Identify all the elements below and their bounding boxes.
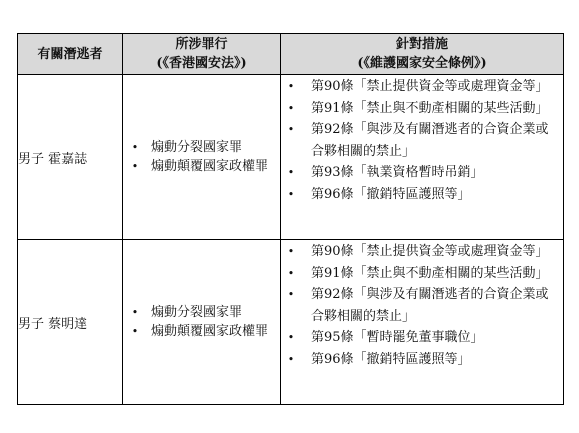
header-measures-label: 針對措施 xyxy=(395,37,448,52)
measures-list xyxy=(281,240,563,370)
offence-text: 煽動顛覆國家政權罪 xyxy=(151,159,269,174)
bullet-icon: • xyxy=(287,245,295,258)
measure-text: 第96條「撤銷特區護照等」 xyxy=(311,186,471,202)
list-item xyxy=(123,322,280,341)
list-item xyxy=(123,303,280,322)
measure-text: 第92條「與涉及有關潛逃者的合資企業或合夥相關的禁止」 xyxy=(311,122,549,159)
bullet-icon: • xyxy=(287,187,295,201)
measures-cell xyxy=(281,75,564,240)
measure-text: 第90條「禁止提供資金等或處理資金等」 xyxy=(311,244,549,259)
bullet-icon: • xyxy=(287,352,295,366)
measure-text: 第92條「與涉及有關潛逃者的合資企業或合夥相關的禁止」 xyxy=(311,287,549,324)
measure-text: 第90條「禁止提供資金等或處理資金等」 xyxy=(311,79,549,94)
list-item xyxy=(281,119,563,162)
bullet-icon: • xyxy=(287,80,295,93)
offences-cell xyxy=(123,240,281,405)
bullet-icon: • xyxy=(287,331,295,344)
offence-text: 煽動分裂國家罪 xyxy=(151,140,243,155)
table-row xyxy=(18,240,564,405)
header-offences xyxy=(123,34,281,75)
bullet-icon: • xyxy=(287,101,295,115)
measures-cell xyxy=(281,240,564,405)
measure-text: 第91條「禁止與不動產相關的某些活動」 xyxy=(311,265,549,281)
list-item xyxy=(123,157,280,176)
list-item xyxy=(123,138,280,157)
bullet-icon: • xyxy=(287,266,295,280)
measure-text: 第91條「禁止與不動產相關的某些活動」 xyxy=(311,100,549,116)
bullet-icon: • xyxy=(131,325,139,338)
offence-text: 煽動分裂國家罪 xyxy=(151,305,243,320)
list-item xyxy=(281,184,563,206)
list-item xyxy=(281,327,563,349)
bullet-icon: • xyxy=(131,306,139,319)
header-measures xyxy=(281,34,564,75)
table-row xyxy=(18,75,564,240)
header-measures-sublabel: (《維護國家安全條例》) xyxy=(357,56,487,71)
list-item xyxy=(281,349,563,371)
fugitive-name: 男子 霍嘉誌 xyxy=(18,75,123,240)
header-offences-sublabel: (《香港國安法》) xyxy=(156,56,247,71)
bullet-icon: • xyxy=(287,123,295,136)
offences-cell xyxy=(123,75,281,240)
measure-text: 第96條「撤銷特區護照等」 xyxy=(311,351,471,367)
header-row xyxy=(18,34,564,75)
list-item xyxy=(281,284,563,327)
fugitive-name: 男子 蔡明達 xyxy=(18,240,123,405)
offences-list xyxy=(123,303,280,341)
header-offences-label: 所涉罪行 xyxy=(175,37,228,52)
bullet-icon: • xyxy=(131,141,139,154)
list-item xyxy=(281,98,563,120)
list-item xyxy=(281,162,563,184)
list-item xyxy=(281,76,563,98)
list-item xyxy=(281,263,563,285)
list-item xyxy=(281,241,563,263)
header-fugitive-label: 有關潛逃者 xyxy=(37,46,103,62)
measures-list xyxy=(281,75,563,205)
bullet-icon: • xyxy=(287,166,295,179)
bullet-icon: • xyxy=(287,288,295,301)
offence-text: 煽動顛覆國家政權罪 xyxy=(151,324,269,339)
header-fugitive xyxy=(18,34,123,75)
measure-text: 第95條「暫時罷免董事職位」 xyxy=(311,330,484,345)
fugitive-measures-table xyxy=(17,33,564,405)
measure-text: 第93條「執業資格暫時吊銷」 xyxy=(311,165,484,180)
bullet-icon: • xyxy=(131,160,139,173)
offences-list xyxy=(123,138,280,176)
